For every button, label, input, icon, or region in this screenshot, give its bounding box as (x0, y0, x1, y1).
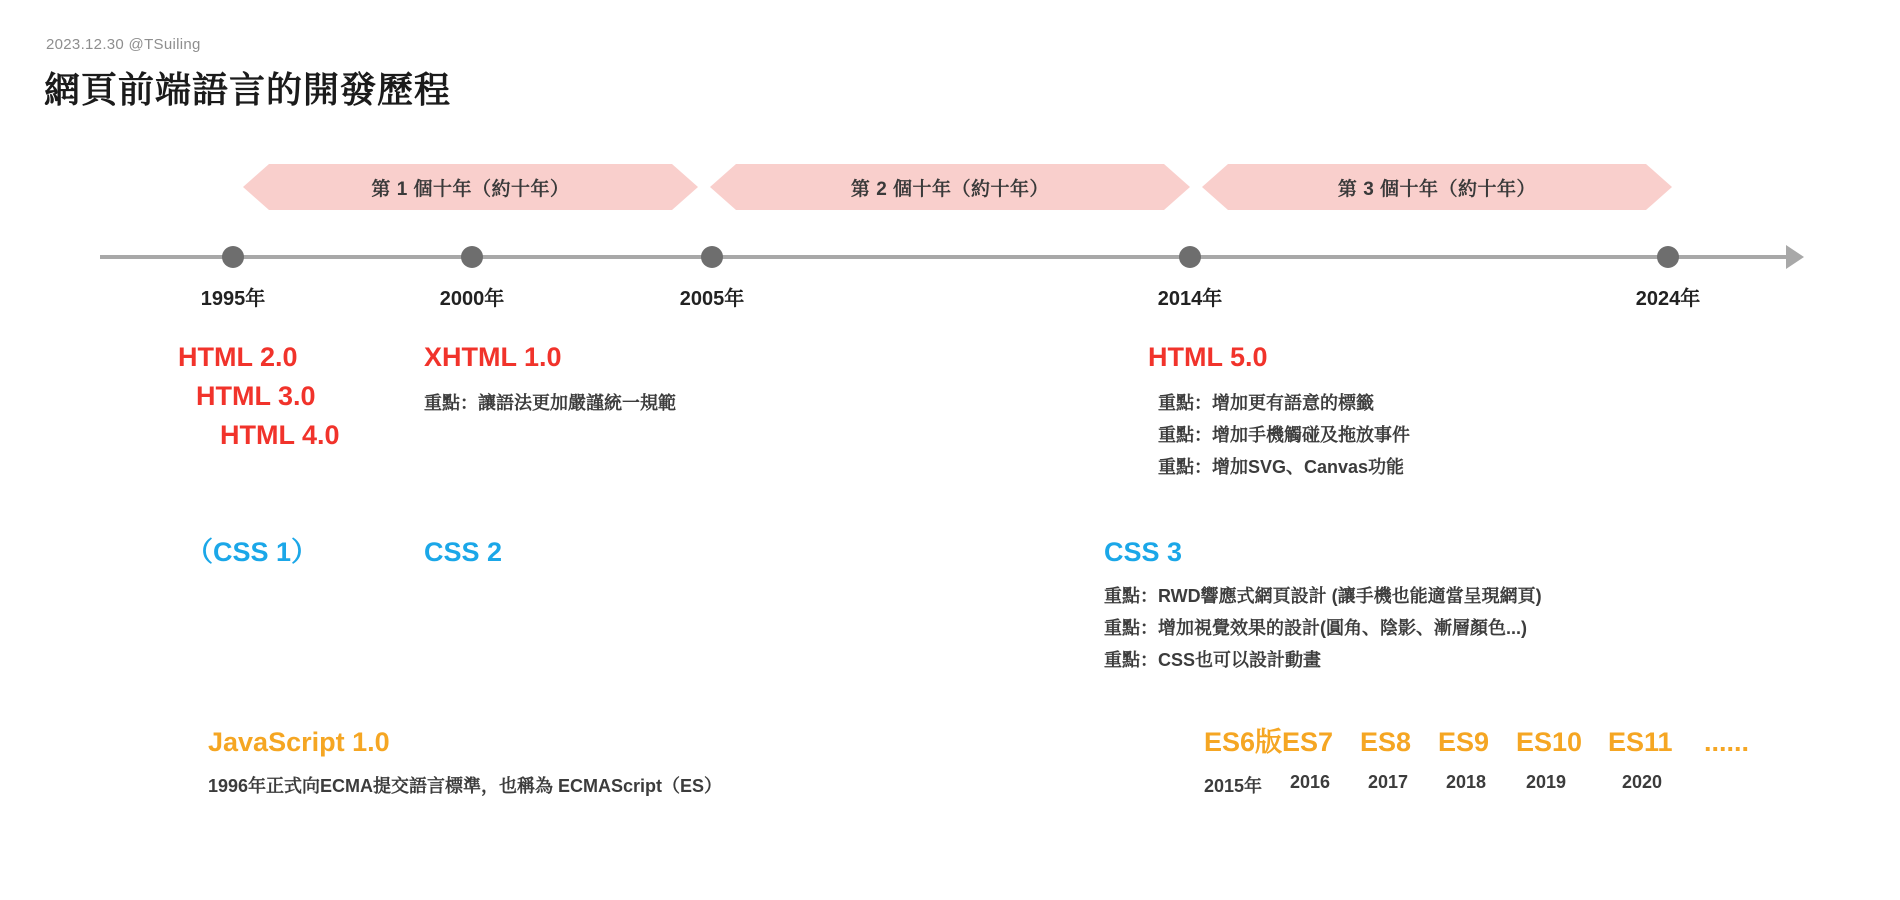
javascript-1-0-label: JavaScript 1.0 (208, 727, 390, 757)
html5-note-2: 重點：增加手機觸碰及拖放事件 (1158, 425, 1410, 446)
timeline-dot-2005 (701, 246, 723, 268)
html5-2014-group (1148, 338, 1410, 483)
decade-band-2 (710, 164, 1190, 210)
es-year-2020: 2020 (1622, 772, 1663, 793)
timeline-label-2005: 2005年 (679, 288, 745, 310)
band-label: 第 2 個十年（約十年） (850, 178, 1050, 200)
timeline-axis (100, 255, 1790, 259)
es-year-2017: 2017 (1368, 772, 1409, 793)
band-label: 第 3 個十年（約十年） (1337, 178, 1537, 200)
es7-label: ES7 (1282, 727, 1334, 757)
xhtml-2000-group (424, 338, 676, 419)
es9-label: ES9 (1438, 727, 1490, 757)
css3-group (1104, 533, 1542, 676)
javascript-note: 1996年正式向ECMA提交語言標準，也稱為 ECMAScript（ES） (208, 776, 723, 797)
page-title: 網頁前端語言的開發歷程 (44, 69, 452, 110)
timeline-label-2024: 2024年 (1635, 288, 1701, 310)
javascript-group (208, 723, 722, 802)
xhtml-1-0-label: XHTML 1.0 (424, 342, 562, 372)
es11-label: ES11 (1608, 727, 1673, 757)
css-2-label: CSS 2 (424, 537, 503, 567)
band-label: 第 1 個十年（約十年） (371, 178, 570, 200)
html5-note-1: 重點：增加更有語意的標籤 (1158, 393, 1374, 414)
es-years-row (1204, 772, 1749, 798)
css3-note-2: 重點：增加視覺效果的設計(圓角、陰影、漸層顏色...) (1104, 618, 1527, 639)
decade-band-1 (243, 164, 698, 210)
timeline-dot-1995 (222, 246, 244, 268)
html-1995-group (178, 338, 340, 455)
css-1-label: （CSS 1） (186, 537, 319, 567)
css-3-label: CSS 3 (1104, 537, 1183, 567)
es8-label: ES8 (1360, 727, 1412, 757)
meta-byline: 2023.12.30 @TSuiling (46, 36, 201, 53)
es-year-2019: 2019 (1526, 772, 1567, 793)
es-versions-group (1204, 723, 1749, 798)
es-versions-row (1204, 723, 1749, 762)
html-4-0-label: HTML 4.0 (220, 420, 340, 451)
timeline-label-1995: 1995年 (200, 288, 266, 310)
html5-note-3: 重點：增加SVG、Canvas功能 (1158, 457, 1405, 478)
css3-note-3: 重點：CSS也可以設計動畫 (1104, 650, 1322, 671)
axis-arrow-icon (1786, 245, 1804, 269)
html-3-0-label: HTML 3.0 (196, 381, 316, 412)
es-year-2016: 2016 (1290, 772, 1331, 793)
timeline-dot-2024 (1657, 246, 1679, 268)
decade-band-3 (1202, 164, 1672, 210)
es10-label: ES10 (1516, 727, 1583, 757)
es-year-2018: 2018 (1446, 772, 1487, 793)
es-more-label: ...... (1704, 727, 1750, 757)
xhtml-note-1: 重點：讓語法更加嚴謹統一規範 (424, 393, 676, 414)
es6-label: ES6版 (1204, 727, 1283, 757)
es-year-2015: 2015年 (1204, 776, 1263, 797)
timeline-label-2000: 2000年 (439, 288, 505, 310)
html-2-0-label: HTML 2.0 (178, 342, 298, 372)
timeline-dot-2014 (1179, 246, 1201, 268)
css3-note-1: 重點：RWD響應式網頁設計 (讓手機也能適當呈現網頁) (1104, 586, 1542, 607)
css1-group (186, 533, 318, 572)
css2-group (424, 533, 502, 572)
timeline-label-2014: 2014年 (1157, 288, 1223, 310)
html-5-0-label: HTML 5.0 (1148, 342, 1268, 372)
timeline-dot-2000 (461, 246, 483, 268)
